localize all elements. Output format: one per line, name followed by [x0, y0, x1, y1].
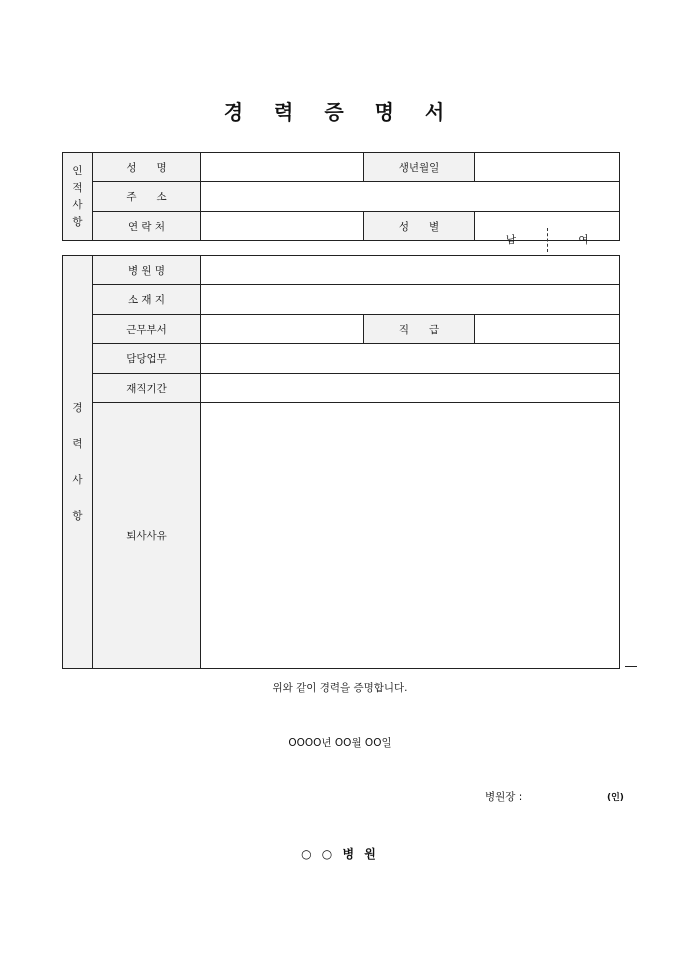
margin-mark [625, 666, 637, 667]
period-field[interactable] [201, 374, 620, 403]
period-label: 재직기간 [93, 374, 201, 403]
hospital-field[interactable] [201, 256, 620, 285]
duty-label: 담당업무 [93, 344, 201, 374]
hospital-name: ○ ○ 병 원 [301, 847, 379, 861]
address-label: 주 소 [93, 182, 201, 212]
name-field[interactable] [201, 153, 364, 182]
gender-female-option[interactable]: 여 [578, 234, 589, 246]
hospital-label: 병 원 명 [93, 256, 201, 285]
director-label: 병원장 : [485, 791, 523, 803]
issue-date: OOOO년 OO월 OO일 [288, 737, 392, 749]
certify-statement: 위와 같이 경력을 증명합니다. [272, 682, 408, 694]
personal-info-table [62, 152, 620, 246]
resignation-reason-label: 퇴사사유 [93, 403, 201, 669]
contact-field[interactable] [201, 212, 364, 241]
gender-male-option[interactable]: 남 [505, 234, 517, 246]
seal-mark: (인) [607, 793, 624, 803]
name-label: 성 명 [93, 153, 201, 182]
personal-section-label: 인 적 사 항 [63, 153, 93, 241]
duty-field[interactable] [201, 344, 620, 374]
location-label: 소 재 지 [93, 285, 201, 315]
birth-label: 생년월일 [364, 153, 475, 182]
gender-field[interactable] [475, 212, 620, 246]
resignation-reason-field[interactable] [201, 403, 620, 669]
rank-field[interactable] [475, 315, 620, 344]
career-section-label: 경 력 사 항 [63, 256, 93, 669]
document-title: 경 력 증 명 서 [223, 100, 457, 124]
contact-label: 연 락 처 [93, 212, 201, 241]
birth-field[interactable] [475, 153, 620, 182]
department-label: 근무부서 [93, 315, 201, 344]
rank-label: 직 급 [364, 315, 475, 344]
department-field[interactable] [201, 315, 364, 344]
location-field[interactable] [201, 285, 620, 315]
address-field[interactable] [201, 182, 620, 212]
gender-label: 성 별 [364, 212, 475, 241]
career-info-table [62, 255, 620, 669]
